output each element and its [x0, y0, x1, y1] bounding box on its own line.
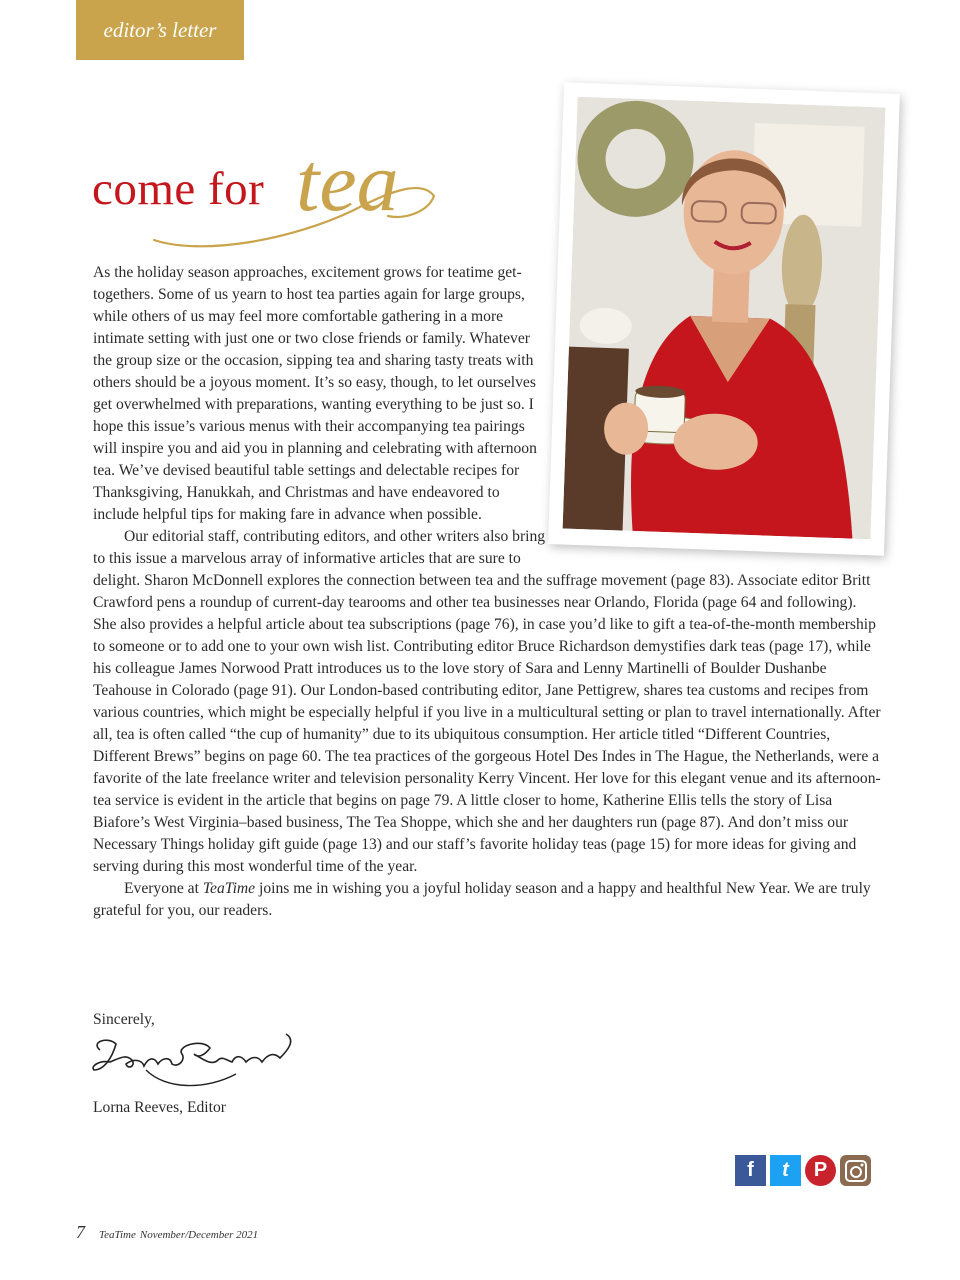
headline-script: tea	[296, 136, 399, 229]
instagram-icon[interactable]	[840, 1155, 871, 1186]
issue-date: November/December 2021	[139, 1229, 259, 1241]
social-icons	[735, 1155, 871, 1186]
letter-paragraph: As the holiday season approaches, excitement grows for teatime get-togethers. Some of us yearn to host tea parties again for large groups, while others of us may feel more comfortable gathering in a more intimate setting with just one or two close friends or family. Whatever the group size or the occasion, sipping tea and sharing tasty treats with others should be a joyous moment. It’s so easy, though, to let ourselves get overwhelmed with preparations, wanting everything to be just so. I hope this issue’s various menus with their accompanying tea pairings will inspire you and aid you in planning and celebrating with afternoon tea. We’ve devised beautiful table settings and delectable recipes for Thanksgiving, Hanukkah, and Christmas and have endeavored to include helpful tips for making fare in advance when possible.	[93, 264, 537, 523]
magazine-name: TeaTime	[202, 880, 256, 897]
pinterest-icon[interactable]: P	[805, 1155, 836, 1186]
letter-text: Everyone at	[124, 880, 203, 897]
page-number: 7	[76, 1222, 85, 1242]
letter-paragraph: Our editorial staff, contributing editors, and other writers also bring to this issue a marvelous array of informative articles that are sure to delight. Sharon McDonnell explores the connection between tea and the suffrage movement (page 83). Associate editor Britt Crawford pens a roundup of current-day tearooms and other tea businesses near Orlando, Florida (page 64 and following). She also provides a helpful article about tea subscriptions (page 76), in case you’d like to gift a tea-of-the-month membership to someone or to add one to your own wish list. Contributing editor Bruce Richardson demystifies dark teas (page 17), while his colleague James Norwood Pratt introduces us to the love story of Sara and Lenny Martinelli of Boulder Dushanbe Teahouse in Colorado (page 91). Our London-based contributing editor, Jane Pettigrew, shares tea customs and recipes from various countries, which might be especially helpful if you live in a multicultural setting or plan to travel internationally. After all, tea is often called “the cup of humanity” due to its ubiquitous consumption. Her article titled “Different Countries, Different Brews” begins on page 60. The tea practices of the gorgeous Hotel Des Indes in The Hague, the Netherlands, were a favorite of the late freelance writer and television personality Kerry Vincent. Her love for this elegant venue and its afternoon-tea service is evident in the article that begins on page 79. A little closer to home, Katherine Ellis tells the story of Lisa Biafore’s West Virginia–based business, The Tea Shoppe, which she and her daughters run (page 87). And don’t miss our Necessary Things holiday gift guide (page 13) and our staff’s favorite holiday teas (page 15) for more ideas for giving and serving during this most wonderful time of the year.	[93, 528, 881, 875]
facebook-icon[interactable]: f	[735, 1155, 766, 1186]
section-label: editor’s letter	[76, 0, 244, 60]
page-footer	[76, 1222, 258, 1243]
signer: Lorna Reeves, Editor	[93, 1099, 226, 1116]
headline	[92, 136, 452, 252]
closing: Sincerely,	[93, 1011, 155, 1028]
letter-body	[93, 262, 883, 922]
headline-text: come for	[92, 163, 265, 215]
letter-text: joins me in wishing you a joyful holiday season and a happy and healthful New Year. We are truly grateful for you, our readers.	[93, 880, 871, 919]
magazine-title: TeaTime	[99, 1229, 136, 1241]
letter-paragraph	[93, 878, 883, 922]
signature-icon	[86, 1030, 306, 1096]
twitter-icon[interactable]: t	[770, 1155, 801, 1186]
